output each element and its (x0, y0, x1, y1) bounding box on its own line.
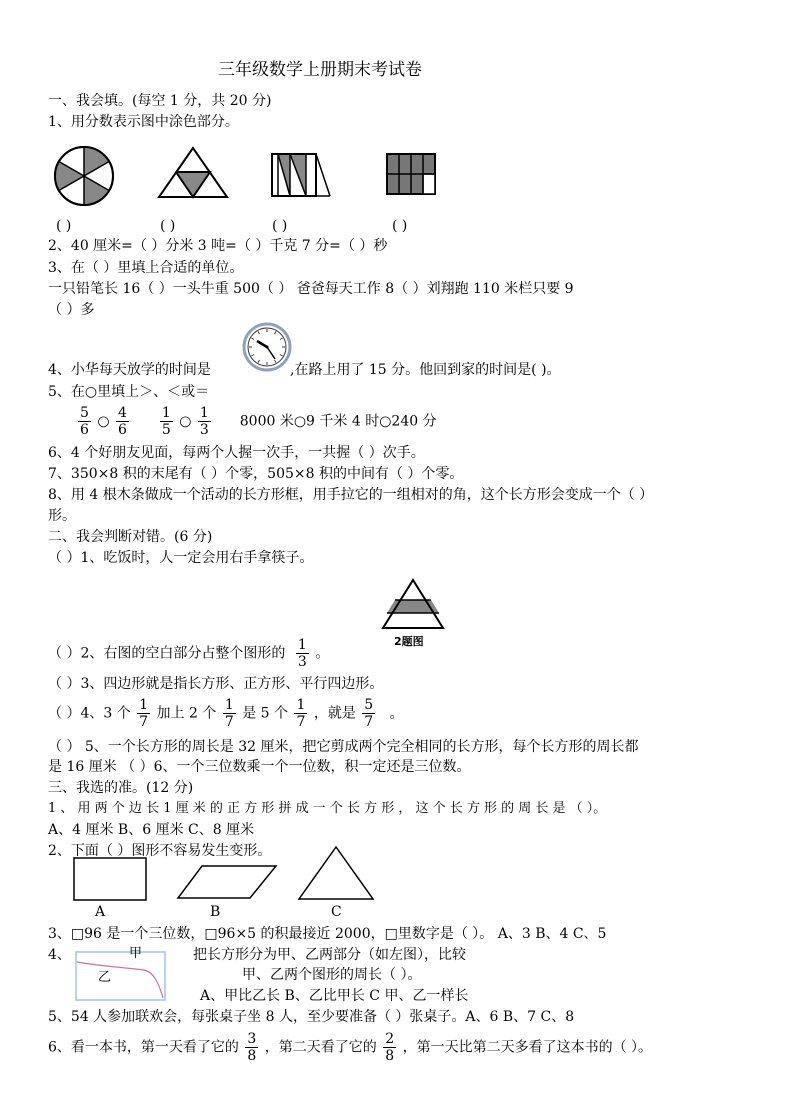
q3-4-text-b: 甲、乙两个图形的周长（ ）。 (242, 967, 422, 983)
parallelogram-shape (176, 864, 278, 900)
q1-4-text-a: 4、小华每天放学的时间是 (48, 362, 211, 378)
q3-5-text: 5、54 人参加联欢会，每张桌子坐 8 人，至少要准备（ ）张桌子。A、6 B、7 C、8 (48, 1009, 575, 1025)
q3-6-row: 6、看一本书，第一天看了它的 $\frac{3}{8}$ ，第二天看了它的 $\frac{2}{8}$ ，第一天比第二天多看了这本书的（ ）。 (48, 1031, 653, 1064)
q3-3-text: 3、□96 是一个三位数，□96×5 的积最接近 2000，□里数字是（ ）。 A、3 B、4 C、5 (48, 926, 607, 942)
triangle-figure (157, 145, 229, 201)
q1-3-line-a: 一只铅笔长 16（ ）一头牛重 500（ ） 爸爸每天工作 8（ ）刘翔跑 110 米栏只要 9 (48, 281, 574, 297)
section-3-heading: 三、我选的准。(12 分) (48, 780, 194, 796)
q1-5-text: 5、在○里填上＞、＜或＝ (48, 384, 210, 400)
q1-8-text-a: 8、用 4 根木条做成一个活动的长方形框，用手拉它的一组相对的角，这个长方形会变成一个（ ） (48, 487, 654, 503)
answer-blank-3[interactable]: ( ) (272, 218, 288, 234)
q3-4-options: A、甲比乙长 B、乙比甲长 C 甲、乙一样长 (200, 988, 469, 1004)
shape-label-a: A (95, 904, 106, 920)
q2-3-text: （ ）3、四边形就是指长方形、正方形、平行四边形。 (48, 676, 384, 692)
stacked-triangle-figure (380, 578, 446, 632)
q3-1-options: A、4 厘米 B、6 厘米 C、8 厘米 (48, 822, 255, 838)
q3-1-text: 1 、 用 两 个 边 长 1 厘 米 的 正 方 形 拼 成 一 个 长 方 形 ， 这 个 长 方 形 的 周 长 是 （ ）。 (48, 801, 607, 816)
clock-icon (242, 322, 292, 372)
triangle-shape (297, 845, 375, 901)
q3-4-number: 4、 (48, 947, 71, 963)
circle-figure (53, 145, 115, 207)
label-yi: 乙 (98, 970, 112, 985)
answer-blank-2[interactable]: ( ) (160, 218, 176, 234)
shape-label-b: B (210, 904, 221, 920)
q1-4-text-b: ,在路上用了 15 分。他回到家的时间是( )。 (290, 362, 561, 378)
section-1-heading: 一、我会填。(每空 1 分，共 20 分) (48, 93, 272, 109)
parallelogram-figure (270, 152, 334, 198)
q1-5-compare-row: $\frac{5}{6}$ ○ $\frac{4}{6}$ $\frac{1}{5}$ ○ $\frac{1}{3}$ 8000 米○9 千米 4 时○240 分 (80, 405, 437, 438)
shape-label-c: C (331, 904, 342, 920)
page-title: 三年级数学上册期末考试卷 (218, 60, 422, 80)
q1-1-text: 1、用分数表示图中涂色部分。 (48, 114, 239, 130)
rectangle-shape (72, 856, 148, 902)
q1-8-text-b: 形。 (48, 508, 76, 524)
q2-2-row: （ ）2、右图的空白部分占整个图形的 $\frac{1}{3}$ 。 (48, 637, 330, 670)
q2-5-text-a: （ ） 5、一个长方形的周长是 32 厘米，把它剪成两个完全相同的长方形，每个长方形的周长都 (48, 739, 639, 755)
q3-2-text: 2、下面（ ）图形不容易发生变形。 (48, 843, 272, 859)
q1-7-text: 7、350×8 积的末尾有（ ）个零，505×8 积的中间有（ ）个零。 (48, 466, 464, 482)
section-2-heading: 二、我会判断对错。(6 分) (48, 529, 213, 545)
q2-5-text-b: 是 16 厘米 （ ）6、一个三位数乘一个一位数，积一定还是三位数。 (48, 759, 471, 775)
q1-2-text: 2、40 厘米=（ ）分米 3 吨=（ ）千克 7 分=（ ）秒 (48, 238, 388, 254)
q2-1-text: （ ）1、吃饭时，人一定会用右手拿筷子。 (48, 550, 314, 566)
answer-blank-4[interactable]: ( ) (392, 218, 408, 234)
q3-4-text-a: 把长方形分为甲、乙两部分（如左图），比较 (193, 947, 466, 963)
divided-rectangle-figure (74, 950, 168, 1002)
label-jia: 甲 (129, 946, 143, 961)
q1-3-line-b: （ ）多 (48, 302, 95, 318)
answer-blank-1[interactable]: ( ) (56, 218, 72, 234)
grid-figure (385, 152, 439, 196)
q1-6-text: 6、4 个好朋友见面，每两个人握一次手，一共握（ ）次手。 (48, 445, 425, 461)
figure-caption: 2题图 (394, 635, 424, 648)
q2-4-row: （ ）4、3 个 $\frac{1}{7}$ 加上 2 个 $\frac{1}{7}$ 是 5 个 $\frac{1}{7}$ ，就是 $\frac{5}{7}$ 。 (48, 697, 404, 730)
q1-3-text: 3、在（ ）里填上合适的单位。 (48, 260, 244, 276)
